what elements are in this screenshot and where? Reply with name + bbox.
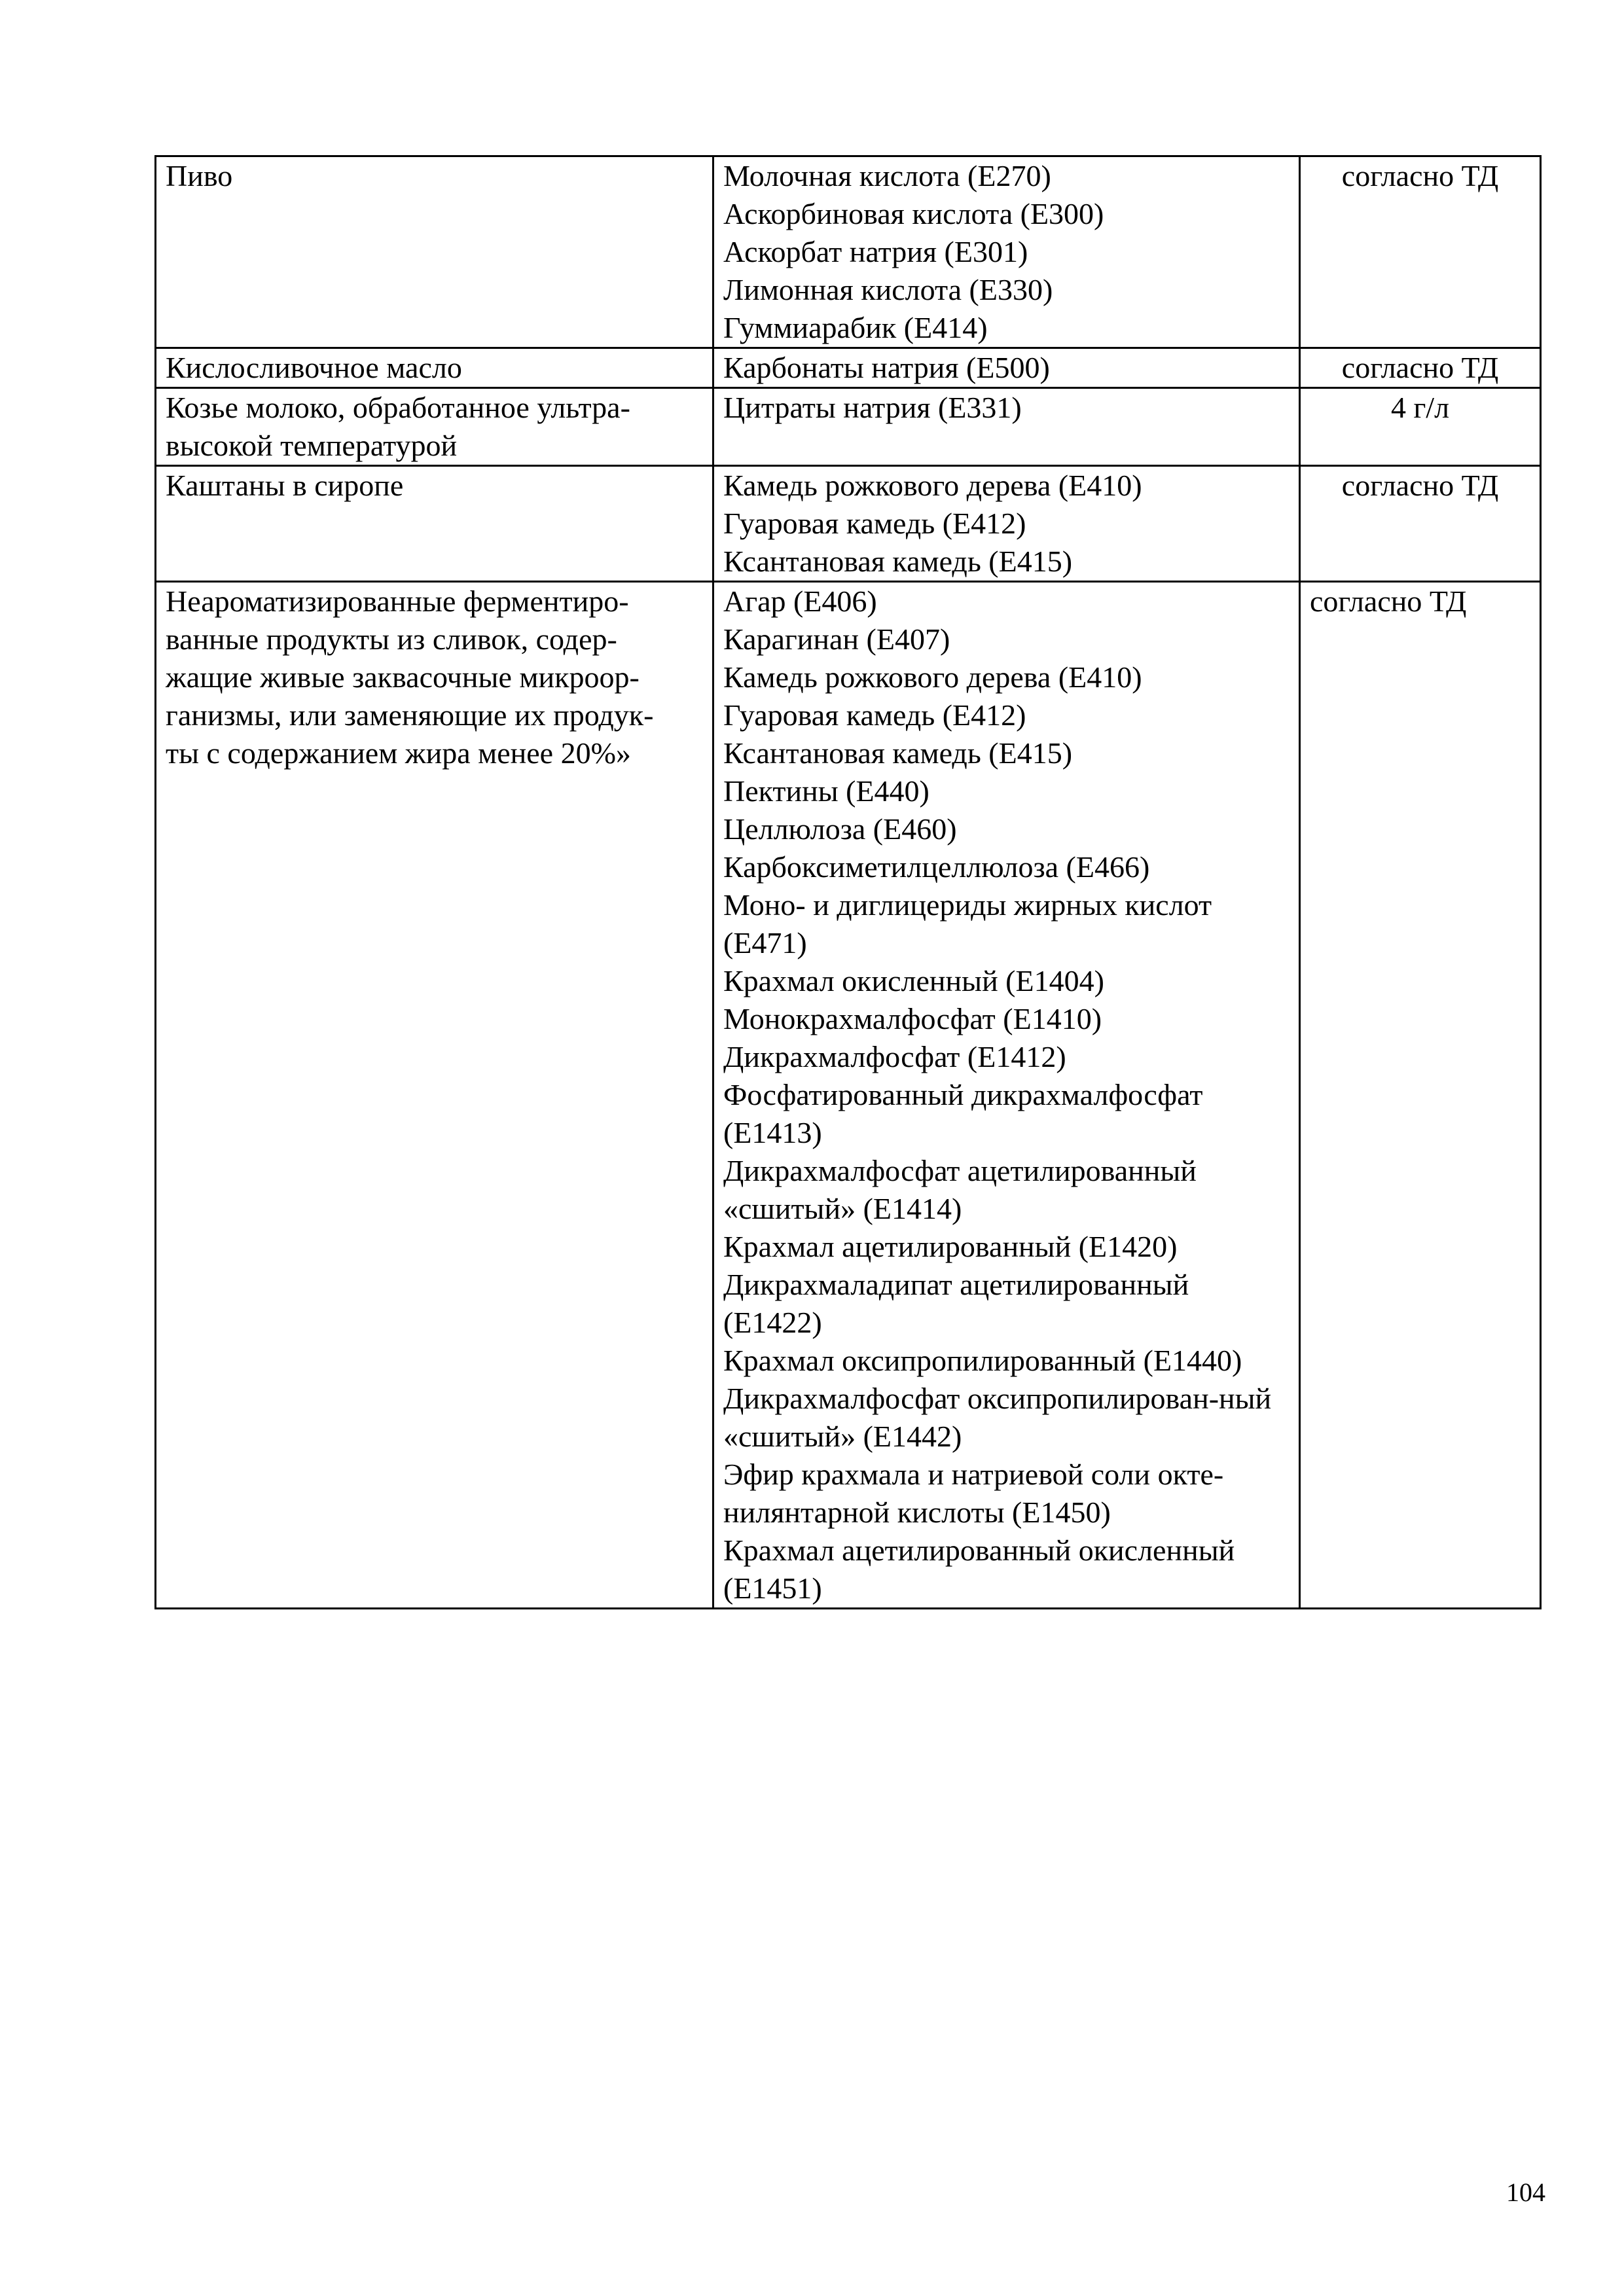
additive-item: Аскорбат натрия (Е301) xyxy=(723,235,1028,268)
additives-cell xyxy=(713,156,1300,348)
additive-item: Целлюлоза (Е460) xyxy=(723,812,957,846)
level-cell xyxy=(1300,348,1541,388)
additive-item: Гуаровая камедь (Е412) xyxy=(723,698,1026,732)
level-value: согласно ТД xyxy=(1341,351,1499,384)
additive-item: Камедь рожкового дерева (Е410) xyxy=(723,469,1142,502)
page-number: 104 xyxy=(1506,2178,1545,2207)
level-cell xyxy=(1300,466,1541,582)
additive-item: Карбоксиметилцеллюлоза (Е466) xyxy=(723,850,1150,884)
level-cell xyxy=(1300,156,1541,348)
level-value: согласно ТД xyxy=(1341,159,1499,192)
product-name: Кислосливочное масло xyxy=(166,351,462,384)
table-row xyxy=(156,466,1541,582)
additive-item: Камедь рожкового дерева (Е410) xyxy=(723,660,1142,694)
additive-item: Карбонаты натрия (Е500) xyxy=(723,351,1050,384)
additive-item: Дикрахмалфосфат оксипропилирован-ный «сшитый» (Е1442) xyxy=(723,1382,1272,1453)
additives-cell xyxy=(713,388,1300,466)
additive-item: Гуммиарабик (Е414) xyxy=(723,311,988,344)
product-name: Пиво xyxy=(166,159,233,192)
additive-item: Цитраты натрия (Е331) xyxy=(723,391,1022,424)
additives-cell xyxy=(713,348,1300,388)
additive-item: Ксантановая камедь (Е415) xyxy=(723,736,1073,770)
level-value: согласно ТД xyxy=(1310,584,1467,618)
product-name-line: Неароматизированные ферментиро- xyxy=(166,584,629,618)
product-name: Каштаны в сиропе xyxy=(166,469,404,502)
additive-item: Крахмал оксипропилированный (Е1440) xyxy=(723,1344,1242,1377)
additive-item: Крахмал ацетилированный окисленный (Е1451) xyxy=(723,1534,1235,1605)
table-row xyxy=(156,348,1541,388)
additive-item: Аскорбиновая кислота (Е300) xyxy=(723,197,1104,230)
additives-table xyxy=(154,155,1542,1609)
product-name-line: Козье молоко, обработанное ультра- xyxy=(166,391,630,424)
table-row xyxy=(156,156,1541,348)
level-cell xyxy=(1300,582,1541,1609)
product-name-line: жащие живые заквасочные микроор- xyxy=(166,660,640,694)
product-name-line: ты с содержанием жира менее 20%» xyxy=(166,736,631,770)
product-cell xyxy=(156,582,713,1609)
additive-item: Карагинан (Е407) xyxy=(723,622,950,656)
product-name-line: ванные продукты из сливок, содер- xyxy=(166,622,617,656)
product-cell xyxy=(156,156,713,348)
additive-item: Молочная кислота (Е270) xyxy=(723,159,1051,192)
additive-item: Дикрахмалфосфат (Е1412) xyxy=(723,1040,1066,1073)
table-row xyxy=(156,388,1541,466)
level-value: 4 г/л xyxy=(1390,391,1450,424)
additive-item: Ксантановая камедь (Е415) xyxy=(723,545,1073,578)
additive-item: Фосфатированный дикрахмалфосфат (Е1413) xyxy=(723,1078,1203,1149)
product-cell xyxy=(156,348,713,388)
additive-item: Пектины (Е440) xyxy=(723,774,929,808)
additive-item: Дикрахмалфосфат ацетилированный «сшитый» (Е1414) xyxy=(723,1154,1197,1225)
table-row xyxy=(156,582,1541,1609)
product-cell xyxy=(156,388,713,466)
additive-item: Крахмал ацетилированный (Е1420) xyxy=(723,1230,1178,1263)
product-cell xyxy=(156,466,713,582)
additive-item: Агар (Е406) xyxy=(723,584,877,618)
additives-cell xyxy=(713,466,1300,582)
product-name-line: высокой температурой xyxy=(166,429,458,462)
product-name-line: ганизмы, или заменяющие их продук- xyxy=(166,698,654,732)
additive-item: Гуаровая камедь (Е412) xyxy=(723,507,1026,540)
level-value: согласно ТД xyxy=(1341,469,1499,502)
additive-item: Эфир крахмала и натриевой соли окте-нилянтарной кислоты (Е1450) xyxy=(723,1458,1224,1529)
level-cell xyxy=(1300,388,1541,466)
additive-item: Моно- и диглицериды жирных кислот (Е471) xyxy=(723,888,1212,960)
additive-item: Монокрахмалфосфат (Е1410) xyxy=(723,1002,1102,1035)
additives-cell xyxy=(713,582,1300,1609)
additive-item: Лимонная кислота (Е330) xyxy=(723,273,1053,306)
additive-item: Дикрахмаладипат ацетилированный (Е1422) xyxy=(723,1268,1189,1339)
additive-item: Крахмал окисленный (Е1404) xyxy=(723,964,1104,997)
